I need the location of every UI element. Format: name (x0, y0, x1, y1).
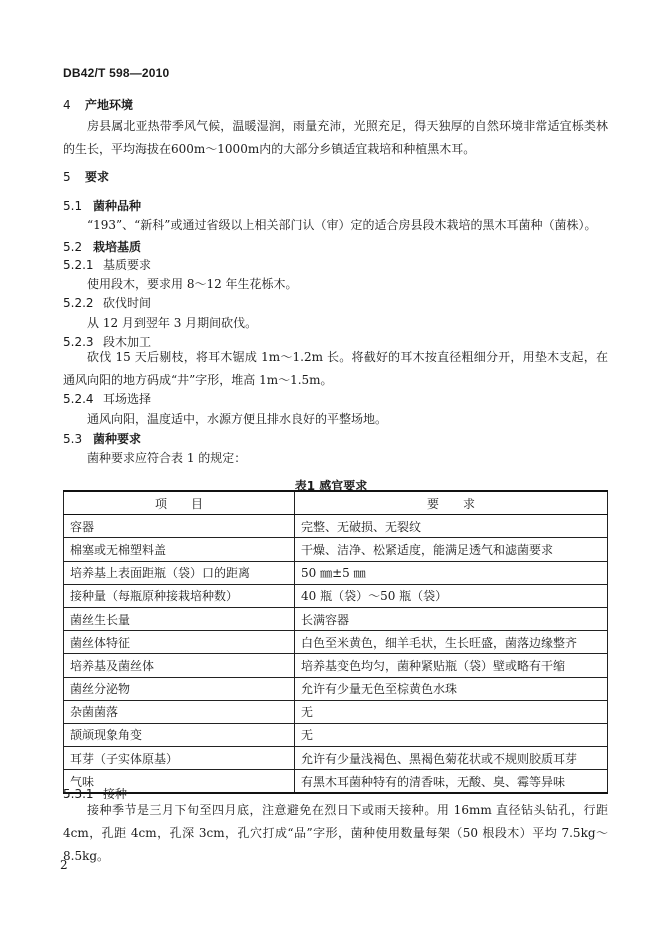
row-item: 杂菌菌落 (64, 700, 295, 723)
row-item: 培养基上表面距瓶（袋）口的距离 (64, 561, 295, 584)
header-requirement: 要 求 (295, 491, 608, 515)
section-5-2-4-text: 通风向阳，温度适中，水源方便且排水良好的平整场地。 (87, 412, 388, 426)
section-5-3-text: 菌种要求应符合表 1 的规定： (87, 451, 247, 465)
section-5-2-2-text: 从 12 月到翌年 3 月期间砍伐。 (87, 316, 258, 330)
row-requirement: 无 (295, 723, 608, 746)
row-requirement: 有黑木耳菌种特有的清香味，无酸、臭、霉等异味 (295, 770, 608, 794)
row-item: 菌丝分泌物 (64, 677, 295, 700)
section-5-3-1-text: 接种季节是三月下旬至四月底，注意避免在烈日下或雨天接种。用 16mm 直径钻头钻孔，行距 4cm，孔距 4cm，孔深 3cm，孔穴打成“品”字形，菌种使用数量每架（50 根段木）平均 7.5kg～8.5kg。 (63, 803, 608, 863)
table-row (64, 747, 608, 770)
section-5-2-1-heading: 5.2.1 基质要求 (63, 258, 152, 272)
table-header-row (64, 491, 608, 515)
row-requirement: 允许有少量浅褐色、黑褐色菊花状或不规则胶质耳芽 (295, 747, 608, 770)
table-row (64, 584, 608, 607)
section-5-2-4-heading: 5.2.4 耳场选择 (63, 392, 152, 406)
row-requirement: 无 (295, 700, 608, 723)
section-5-2-1-text: 使用段木，要求用 8～12 年生花栎木。 (87, 277, 298, 291)
table-caption: 表1 感官要求 (294, 479, 368, 493)
section-4-heading: 4 产地环境 (63, 98, 134, 112)
table-row (64, 677, 608, 700)
row-item: 培养基及菌丝体 (64, 654, 295, 677)
table-row (64, 700, 608, 723)
header-item: 项 目 (64, 491, 295, 515)
row-requirement: 长满容器 (295, 607, 608, 630)
row-requirement: 干燥、洁净、松紧适度，能满足透气和滤菌要求 (295, 538, 608, 561)
section-5-2-3-text: 砍伐 15 天后剔枝，将耳木锯成 1m～1.2m 长。将截好的耳木按直径粗细分开，用垫木支起，在通风向阳的地方码成“井”字形，堆高 1m～1.5m。 (63, 350, 608, 387)
section-5-2-2-heading: 5.2.2 砍伐时间 (63, 296, 152, 310)
table-row (64, 631, 608, 654)
section-5-3-1-heading: 5.3.1 接种 (63, 787, 128, 801)
section-5-3-heading: 5.3 菌种要求 (63, 432, 142, 446)
row-requirement: 50 ㎜±5 ㎜ (295, 561, 608, 584)
section-4-text: 房县属北亚热带季风气候，温暖湿润，雨量充沛，光照充足，得天独厚的自然环境非常适宜栎类林的生长，平均海拔在600m～1000m内的大部分乡镇适宜栽培和种植黑木耳。 (63, 119, 608, 156)
row-requirement: 允许有少量无色至棕黄色水珠 (295, 677, 608, 700)
row-item: 菌丝生长量 (64, 607, 295, 630)
row-item: 菌丝体特征 (64, 631, 295, 654)
row-item: 容器 (64, 515, 295, 538)
row-requirement: 40 瓶（袋）～50 瓶（袋） (295, 584, 608, 607)
row-item: 气味 (64, 770, 295, 794)
row-requirement: 白色至米黄色，细羊毛状，生长旺盛，菌落边缘整齐 (295, 631, 608, 654)
row-requirement: 培养基变色均匀，菌种紧贴瓶（袋）壁或略有干缩 (295, 654, 608, 677)
page-number: 2 (60, 858, 68, 872)
table-row (64, 723, 608, 746)
table-row (64, 515, 608, 538)
section-5-2-3-heading: 5.2.3 段木加工 (63, 335, 152, 349)
row-requirement: 完整、无破损、无裂纹 (295, 515, 608, 538)
table-row (64, 561, 608, 584)
row-item: 颉颃现象角变 (64, 723, 295, 746)
table-row (64, 654, 608, 677)
table-row (64, 770, 608, 794)
row-item: 棉塞或无棉塑料盖 (64, 538, 295, 561)
sensory-requirements-table (63, 490, 608, 794)
section-5-1-text: “193”、“新科”或通过省级以上相关部门认（审）定的适合房县段木栽培的黑木耳菌种（菌株）。 (87, 218, 597, 232)
document-number: DB42/T 598—2010 (63, 66, 170, 80)
row-item: 接种量（每瓶原种接栽培种数） (64, 584, 295, 607)
section-5-2-heading: 5.2 栽培基质 (63, 240, 142, 254)
table-row (64, 538, 608, 561)
row-item: 耳芽（子实体原基） (64, 747, 295, 770)
table-row (64, 607, 608, 630)
section-5-1-heading: 5.1 菌种品种 (63, 199, 142, 213)
section-5-heading: 5 要求 (63, 170, 110, 184)
